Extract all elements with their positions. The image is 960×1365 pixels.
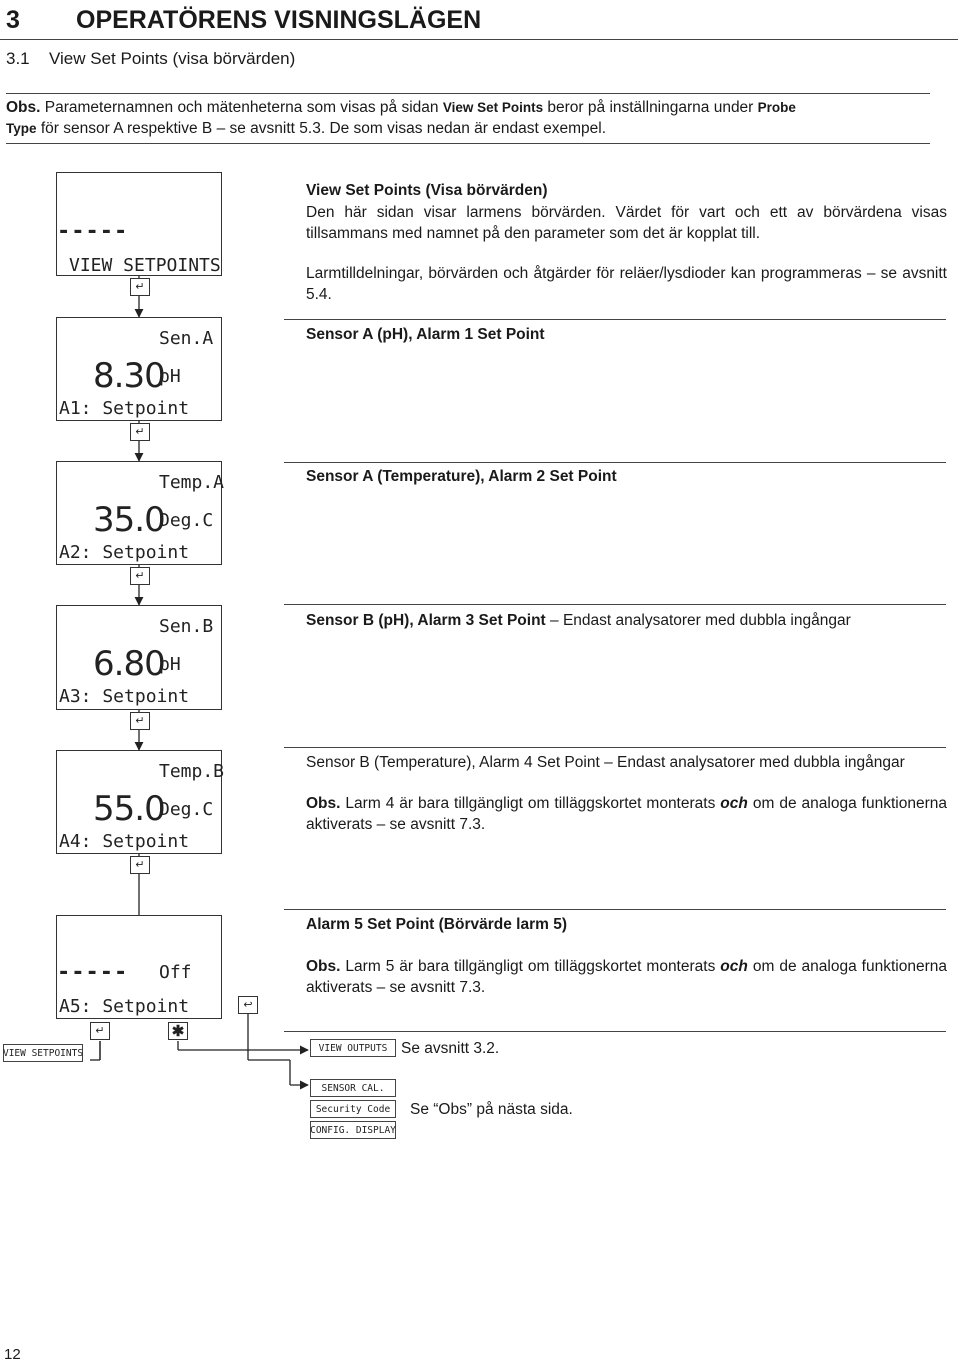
obs-label: Obs. [6, 99, 41, 116]
display-dashes: ----- [57, 960, 129, 985]
display-value: Off [159, 962, 192, 983]
section-4-note: Obs. Larm 4 är bara tillgängligt om tilläggskortet monterats och om de analoga funktionerna aktiverats – se avsnitt 7.3. [306, 795, 947, 833]
probe-ref: Probe [757, 100, 796, 115]
sensor-cal-box: SENSOR CAL. [310, 1079, 396, 1097]
section-rule-2 [284, 462, 946, 463]
view-outputs-box: VIEW OUTPUTS [310, 1039, 396, 1057]
header-rule [0, 39, 958, 40]
display-unit: Deg.C [159, 510, 214, 531]
section-5-title: Alarm 5 Set Point (Börvärde larm 5) [306, 916, 567, 933]
display-value: 55.0 [93, 789, 165, 829]
star-key-icon[interactable]: ✱ [168, 1022, 188, 1040]
type-ref: Type [6, 121, 37, 136]
display-sensor: Temp.A [159, 472, 225, 493]
section-rule-6 [284, 1031, 946, 1032]
config-display-box: CONFIG. DISPLAY [310, 1121, 396, 1139]
view-set-points-ref: View Set Points [442, 100, 544, 115]
enter-key-icon[interactable]: ↵ [130, 423, 150, 441]
note-top-rule [6, 93, 930, 94]
section-rule-4 [284, 747, 946, 748]
return-key-icon[interactable]: ↩ [238, 996, 258, 1014]
display-label: A2: Setpoint [59, 542, 190, 563]
enter-key-icon[interactable]: ↵ [90, 1022, 110, 1040]
display-a4-setpoint [56, 750, 225, 854]
display-value: 8.30 [93, 356, 165, 396]
display-a2-setpoint [56, 461, 225, 565]
display-label: VIEW SETPOINTS [69, 255, 221, 276]
display-a5-setpoint [56, 915, 222, 1019]
display-unit: Deg.C [159, 799, 214, 820]
section-3-text: Sensor B (pH), Alarm 3 Set Point – Endast analysatorer med dubbla ingångar [306, 612, 851, 629]
section-number: 3.1 [6, 49, 30, 68]
enter-key-icon[interactable]: ↵ [130, 712, 150, 730]
intro-para1: Den här sidan visar larmens börvärden. Värdet för vart och ett av börvärdena visas tillsammans med namnet på den parameter som det är kopplat till. [306, 204, 947, 242]
display-label: A1: Setpoint [59, 398, 190, 419]
display-label: A3: Setpoint [59, 686, 190, 707]
section-5-note: Obs. Larm 5 är bara tillgängligt om tilläggskortet monterats och om de analoga funktionerna aktiverats – se avsnitt 7.3. [306, 958, 947, 996]
intro-para2: Larmtilldelningar, börvärden och åtgärder för reläer/lysdioder kan programmeras – se avsnitt 5.4. [306, 265, 947, 303]
section-4-text: Sensor B (Temperature), Alarm 4 Set Point – Endast analysatorer med dubbla ingångar [306, 754, 905, 771]
display-value: 35.0 [93, 500, 165, 540]
display-value: 6.80 [93, 644, 165, 684]
display-sensor: Sen.A [159, 328, 214, 349]
enter-key-icon[interactable]: ↵ [130, 856, 150, 874]
display-dashes: ----- [57, 219, 129, 244]
enter-key-icon[interactable]: ↵ [130, 278, 150, 296]
display-label: A5: Setpoint [59, 996, 190, 1017]
chapter-title: OPERATÖRENS VISNINGSLÄGEN [76, 6, 482, 34]
section-rule-5 [284, 909, 946, 910]
display-sensor: Temp.B [159, 761, 225, 782]
display-a3-setpoint [56, 605, 222, 710]
section-rule-3 [284, 604, 946, 605]
display-sensor: Sen.B [159, 616, 214, 637]
intro-title: View Set Points (Visa börvärden) [306, 182, 548, 199]
note-bottom-rule [6, 143, 930, 144]
obs-note: Obs. Parameternamnen och mätenheterna som visas på sidan View Set Points beror på inställningarna under Probe Type för sensor A respektive B – se avsnitt 5.3. De som visas nedan är endast exempel. [6, 99, 796, 137]
chapter-number: 3 [6, 6, 20, 34]
enter-key-icon[interactable]: ↵ [130, 567, 150, 585]
security-ref: Se “Obs” på nästa sida. [410, 1101, 573, 1118]
display-unit: pH [159, 654, 181, 675]
display-view-setpoints [56, 172, 222, 276]
display-label: A4: Setpoint [59, 831, 190, 852]
view-outputs-ref: Se avsnitt 3.2. [401, 1040, 500, 1057]
display-unit: pH [159, 366, 181, 387]
security-code-box: Security Code [310, 1100, 396, 1118]
section-title: View Set Points (visa börvärden) [49, 49, 296, 68]
page-number: 12 [4, 1346, 21, 1363]
section-1-title: Sensor A (pH), Alarm 1 Set Point [306, 326, 545, 343]
view-setpoints-box: VIEW SETPOINTS [3, 1044, 83, 1062]
section-rule-1 [284, 319, 946, 320]
display-a1-setpoint [56, 317, 222, 421]
section-2-title: Sensor A (Temperature), Alarm 2 Set Point [306, 468, 617, 485]
